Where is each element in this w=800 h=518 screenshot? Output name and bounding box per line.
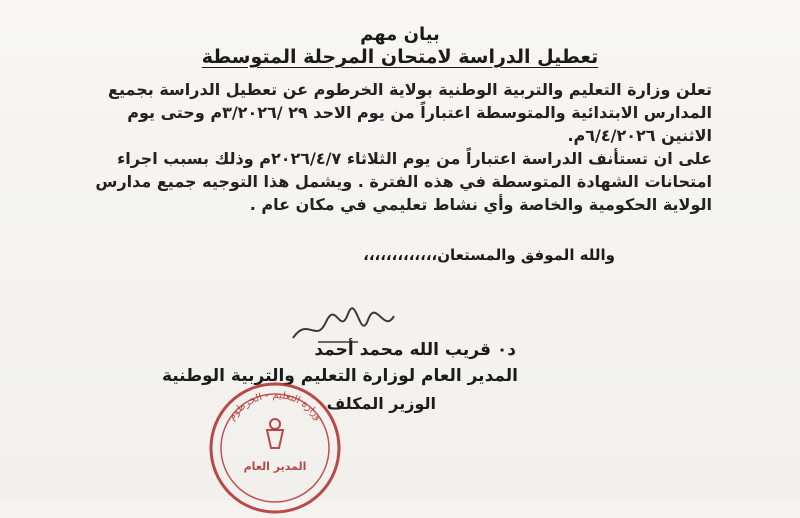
closing-line: والله الموفق والمستعان،،،،،،،،،،،،، (363, 246, 615, 264)
stamp-center-text: المدير العام (243, 460, 307, 473)
stamp-arc-text: وزارة التعليم - الخرطوم (226, 389, 324, 423)
signatory-role: الوزير المكلف (326, 394, 436, 413)
body-paragraph-2: على ان تستأنف الدراسة اعتباراً من يوم الثلاثاء ٢٠٢٦/٤/٧م وذلك بسبب اجراء امتحانات الشهادة المتوسطة في هذه الفترة . ويشمل هذا التوجيه جميع مدارس الولاية الحكومية والخاصة وأي نشاط تعليمي في مكان عام . (95, 149, 712, 214)
signatory-title: المدير العام لوزارة التعليم والتربية الوطنية (161, 366, 518, 386)
notice-title: تعطيل الدراسة لامتحان المرحلة المتوسطة (201, 46, 599, 68)
notice-label: بيان مهم (360, 24, 440, 45)
signatory-name: د٠ قريب الله محمد أحمد (314, 340, 516, 360)
body-paragraph-1: تعلن وزارة التعليم والتربية الوطنية بولاية الخرطوم عن تعطيل الدراسة بجميع المدارس الابتدائية والمتوسطة اعتباراً من يوم الاحد ٢٩ /٣/٢٠٢٦م وحتى يوم الاثنين ٦/٤/٢٠٢٦م. (108, 80, 712, 145)
official-stamp (205, 378, 345, 518)
